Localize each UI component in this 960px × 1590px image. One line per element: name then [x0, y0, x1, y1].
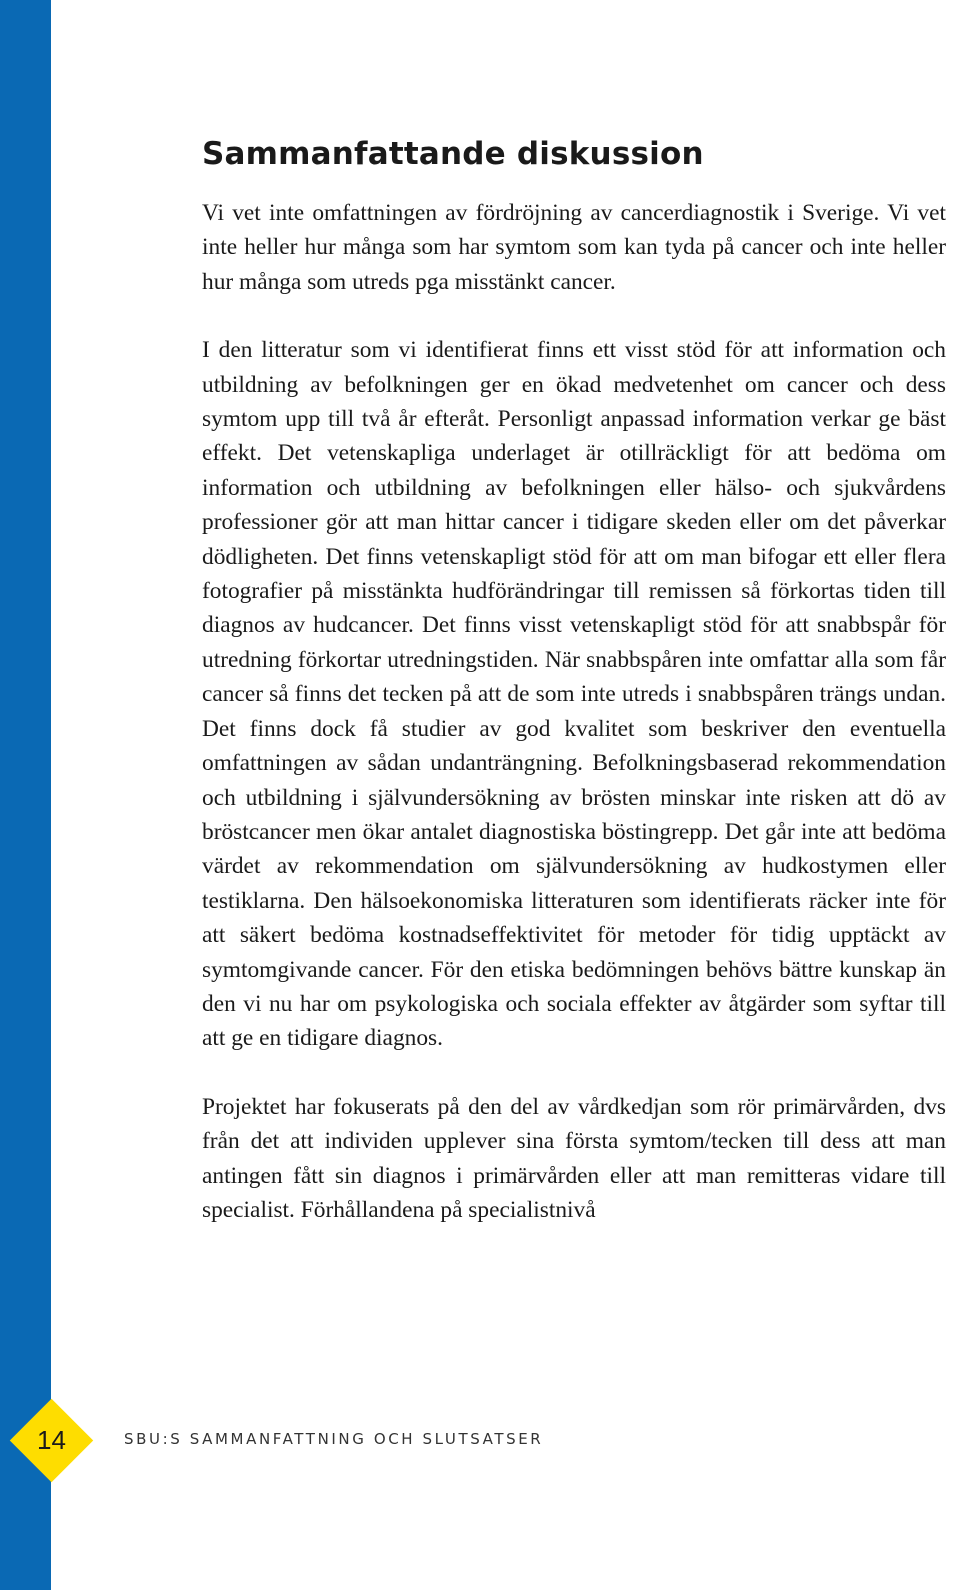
running-footer-title: SBU:S SAMMANFATTNING OCH SLUTSATSER [124, 1430, 544, 1448]
paragraph-2: I den litteratur som vi identifierat finns ett visst stöd för att information och utbildning av befolkningen ger en ökad medvetenhet om cancer och dess symtom upp till två år efteråt. Personligt anpassad information verkar ge bäst effekt. Det vetenskapliga underlaget är otillräckligt för att bedöma om information och utbildning av befolkningen eller hälso- och sjukvårdens professioner gör att man hittar cancer i tidigare skeden eller om det påverkar dödligheten. Det finns vetenskapligt stöd för att om man bifogar ett eller flera fotografier på misstänkta hudförändringar till remissen så förkortas tiden till diagnos av hudcancer. Det finns visst vetenskapligt stöd för att snabbspår för utredning förkortar utredningstiden. När snabbspåren inte omfattar alla som får cancer så finns det tecken på att de som inte utreds i snabbspåren trängs undan. Det finns dock få studier av god kvalitet som beskriver den eventuella omfattningen av sådan undanträngning. Befolkningsbaserad rekommendation och utbildning i självundersökning av brösten minskar inte risken att dö av bröstcancer men ökar antalet diagnostiska böstingrepp. Det går inte att bedöma värdet av rekommendation om självundersökning av hudkostymen eller testiklarna. Den hälsoekonomiska litteraturen som identifierats räcker inte för att säkert bedöma kostnadseffektivitet för metoder för tidig upptäckt av symtomgivande cancer. För den etiska bedömningen behövs bättre kunskap än den vi nu har om psykologiska och sociala effekter av åtgärder som syftar till att ge en tidigare diagnos. [202, 337, 946, 1052]
page-number: 14 [37, 1425, 66, 1455]
paragraph-3: Projektet har fokuserats på den del av vårdkedjan som rör primärvården, dvs från det att individen upplever sina första symtom/tecken till dess att man antingen fått sin diagnos i primärvården eller att man remitteras vidare till specialist. Förhållandena på specialistnivå [202, 1093, 946, 1223]
page-number-badge [10, 1399, 93, 1482]
section-heading: Sammanfattande diskussion [202, 136, 704, 172]
left-color-bar [0, 0, 51, 1590]
paragraph-1: Vi vet inte omfattningen av fördröjning av cancerdiagnostik i Sverige. Vi vet inte heller hur många som har symtom som kan tyda på cancer och inte heller hur många som utreds pga misstänkt cancer. [202, 200, 946, 295]
page-content [202, 134, 946, 1261]
